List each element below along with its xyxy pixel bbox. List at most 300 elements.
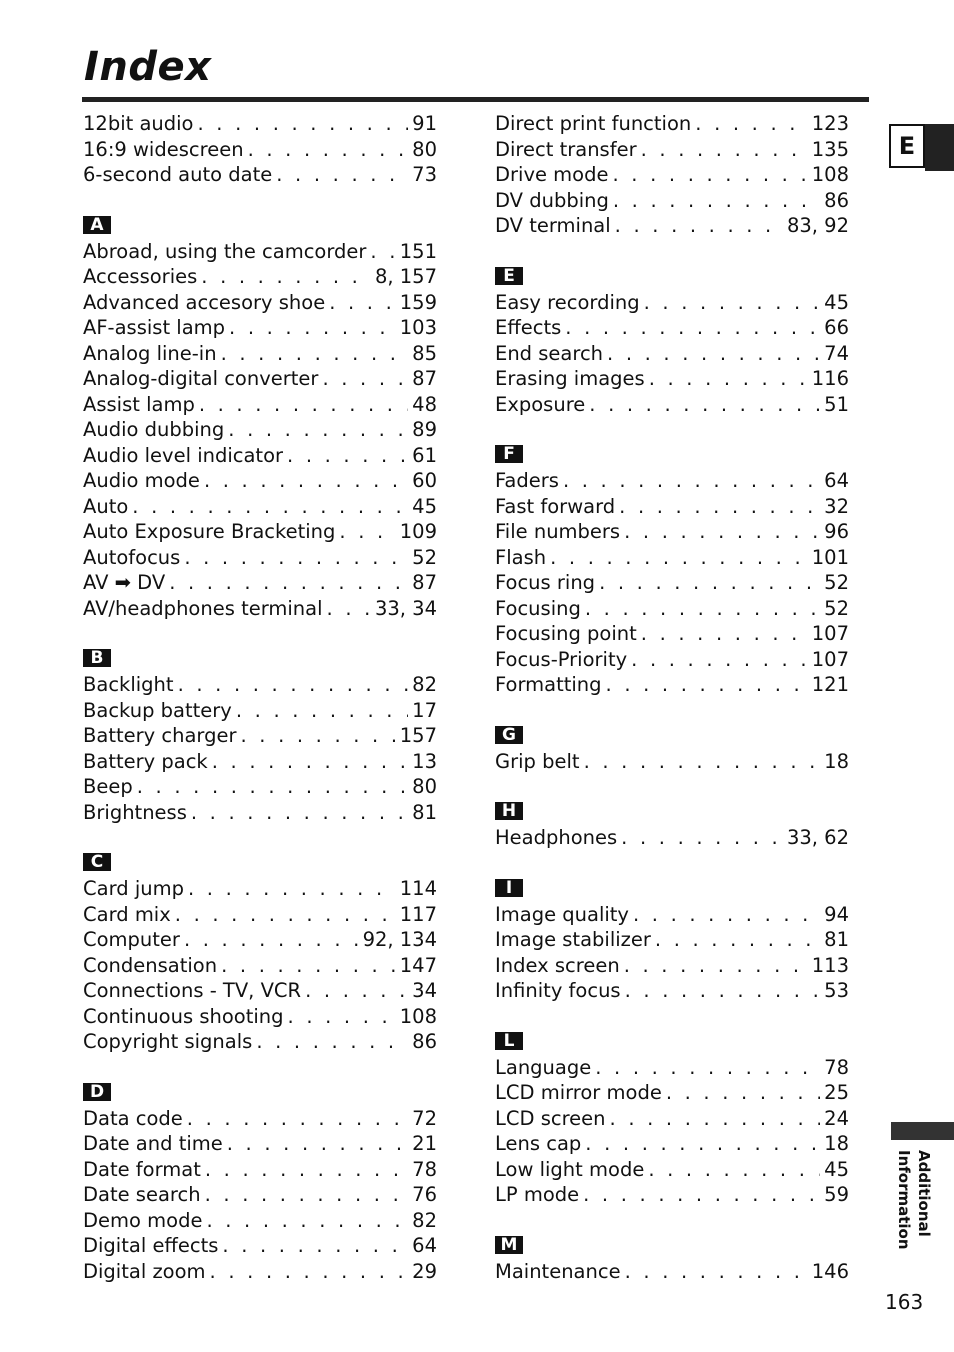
- leader-dots: [188, 876, 396, 902]
- index-entry: [495, 494, 849, 520]
- leader-dots: [370, 239, 395, 265]
- index-term: Focusing: [495, 596, 581, 620]
- section-tab-letter: E: [889, 124, 925, 168]
- index-section: [495, 724, 849, 775]
- index-page-ref: 61: [412, 443, 437, 467]
- index-entry: [495, 188, 849, 214]
- index-term: Battery pack: [83, 749, 208, 773]
- leader-dots: [339, 519, 395, 545]
- index-section: [495, 1234, 849, 1285]
- index-term: Fast forward: [495, 494, 616, 518]
- index-page-ref: 81: [412, 800, 437, 824]
- index-page-ref: 33, 62: [786, 826, 849, 849]
- index-page-ref: 121: [811, 673, 849, 696]
- index-section: [495, 443, 849, 698]
- section-letter: E: [495, 267, 523, 285]
- index-term: Low light mode: [495, 1157, 645, 1181]
- index-page-ref: 85: [412, 341, 437, 365]
- index-section: [495, 111, 849, 239]
- leader-dots: [641, 621, 808, 647]
- index-term: Faders: [495, 469, 559, 492]
- leader-dots: [649, 366, 808, 392]
- index-section: [83, 111, 437, 188]
- index-page-ref: 107: [811, 622, 849, 645]
- index-entry: [83, 672, 437, 698]
- index-page-ref: 76: [412, 1183, 437, 1206]
- index-section: [495, 265, 849, 418]
- index-section: [83, 647, 437, 825]
- leader-dots: [648, 1157, 820, 1183]
- index-entry: [83, 392, 437, 418]
- index-term: Copyright signals: [83, 1030, 253, 1053]
- index-term: Accessories: [83, 265, 198, 288]
- leader-dots: [212, 749, 408, 775]
- index-term: Backlight: [83, 673, 174, 696]
- chapter-label: [888, 1150, 936, 1260]
- index-term: Easy recording: [495, 290, 640, 314]
- index-term: Auto: [83, 494, 129, 518]
- index-term: Focusing point: [495, 622, 637, 645]
- page-title: Index: [84, 44, 212, 90]
- index-entry: [495, 1106, 849, 1132]
- index-entry: [495, 213, 849, 239]
- leader-dots: [619, 494, 820, 520]
- index-entry: [495, 162, 849, 188]
- index-page-ref: 64: [824, 469, 849, 492]
- leader-dots: [599, 570, 820, 596]
- index-page-ref: 72: [412, 1106, 437, 1130]
- index-term: AV/headphones terminal: [83, 596, 323, 620]
- index-page-ref: 107: [811, 647, 849, 671]
- index-page-ref: 18: [824, 1132, 849, 1155]
- chapter-label-line1: Additional: [915, 1150, 933, 1237]
- index-page-ref: 33, 34: [374, 596, 437, 620]
- index-page-ref: 92, 134: [362, 928, 437, 951]
- index-page-ref: 96: [824, 520, 849, 543]
- index-term: Direct transfer: [495, 137, 637, 161]
- index-page-ref: 59: [824, 1183, 849, 1206]
- index-entry: [83, 366, 437, 392]
- index-term: Analog line-in: [83, 341, 217, 365]
- index-entry: [495, 902, 849, 928]
- index-page-ref: 135: [811, 137, 849, 161]
- index-page-ref: 25: [824, 1081, 849, 1104]
- index-term: Drive mode: [495, 163, 609, 186]
- leader-dots: [276, 162, 408, 188]
- index-page-ref: 114: [399, 877, 437, 900]
- section-letter: I: [495, 879, 523, 897]
- leader-dots: [199, 392, 408, 418]
- index-entry: [83, 443, 437, 469]
- page-number: 163: [885, 1290, 924, 1314]
- leader-dots: [288, 1004, 396, 1030]
- index-entry: [83, 723, 437, 749]
- index-term: Battery charger: [83, 724, 237, 747]
- index-page-ref: 159: [399, 290, 437, 314]
- index-term: Index screen: [495, 953, 620, 977]
- index-page-ref: 45: [412, 494, 437, 518]
- index-term: Card jump: [83, 877, 184, 900]
- index-entry: [83, 1106, 437, 1132]
- index-entry: [495, 749, 849, 775]
- index-entry: [495, 137, 849, 163]
- index-page-ref: 13: [412, 749, 437, 773]
- index-entry: [83, 800, 437, 826]
- index-section: [83, 1081, 437, 1285]
- index-term: 6-second auto date: [83, 163, 273, 186]
- index-term: Direct print function: [495, 112, 692, 135]
- index-term: Date and time: [83, 1132, 223, 1155]
- index-entry: [83, 774, 437, 800]
- index-term: Infinity focus: [495, 979, 621, 1002]
- index-page-ref: 24: [824, 1106, 849, 1130]
- leader-dots: [585, 1131, 820, 1157]
- index-term: Beep: [83, 775, 133, 798]
- leader-dots: [633, 902, 820, 928]
- index-page-ref: 86: [824, 188, 849, 212]
- index-term: Grip belt: [495, 749, 580, 773]
- index-column-left: [83, 111, 437, 1284]
- index-entry: [495, 953, 849, 979]
- index-term: Brightness: [83, 800, 187, 824]
- index-page-ref: 101: [811, 545, 849, 569]
- leader-dots: [236, 698, 408, 724]
- index-page-ref: 94: [824, 902, 849, 926]
- index-page-ref: 52: [824, 571, 849, 594]
- index-term: LCD screen: [495, 1106, 606, 1130]
- index-term: Focus ring: [495, 571, 596, 594]
- leader-dots: [287, 443, 408, 469]
- index-entry: [83, 1259, 437, 1285]
- index-term: Date format: [83, 1157, 201, 1181]
- leader-dots: [607, 341, 820, 367]
- index-page-ref: 87: [412, 367, 437, 390]
- index-term: Computer: [83, 928, 180, 951]
- index-entry: [83, 341, 437, 367]
- leader-dots: [178, 672, 409, 698]
- leader-dots: [175, 902, 396, 928]
- index-term: Card mix: [83, 902, 171, 926]
- index-term: Abroad, using the camcorder: [83, 239, 367, 263]
- leader-dots: [191, 800, 408, 826]
- index-entry: [83, 570, 437, 596]
- index-entry: [495, 111, 849, 137]
- leader-dots: [624, 953, 808, 979]
- index-page-ref: 123: [811, 112, 849, 135]
- index-term: Auto Exposure Bracketing: [83, 520, 336, 543]
- index-entry: [83, 137, 437, 163]
- leader-dots: [585, 596, 820, 622]
- index-entry: [83, 1029, 437, 1055]
- index-entry: [83, 417, 437, 443]
- index-entry: [495, 1157, 849, 1183]
- leader-dots: [615, 213, 783, 239]
- index-term: Backup battery: [83, 698, 232, 722]
- index-entry: [83, 698, 437, 724]
- leader-dots: [695, 111, 808, 137]
- index-entry: [495, 1259, 849, 1285]
- section-letter: F: [495, 445, 523, 463]
- leader-dots: [550, 545, 808, 571]
- index-page-ref: 86: [412, 1030, 437, 1053]
- index-entry: [495, 927, 849, 953]
- leader-dots: [327, 596, 371, 622]
- leader-dots: [644, 290, 821, 316]
- index-page-ref: 73: [412, 163, 437, 186]
- index-term: Connections - TV, VCR: [83, 979, 302, 1002]
- index-term: LCD mirror mode: [495, 1081, 662, 1104]
- leader-dots: [606, 672, 808, 698]
- index-term: Data code: [83, 1106, 183, 1130]
- index-term: Demo mode: [83, 1208, 203, 1232]
- index-page-ref: 45: [824, 290, 849, 314]
- index-entry: [495, 825, 849, 851]
- index-term: Image stabilizer: [495, 928, 651, 951]
- leader-dots: [187, 1106, 408, 1132]
- leader-dots: [206, 1208, 408, 1234]
- leader-dots: [666, 1080, 820, 1106]
- index-page-ref: 78: [412, 1157, 437, 1181]
- index-entry: [83, 902, 437, 928]
- index-entry: [83, 111, 437, 137]
- leader-dots: [621, 825, 783, 851]
- index-term: Audio level indicator: [83, 443, 284, 467]
- index-page-ref: 21: [412, 1132, 437, 1155]
- index-section: [83, 851, 437, 1055]
- leader-dots: [613, 188, 820, 214]
- section-letter: B: [83, 649, 111, 667]
- index-entry: [83, 1004, 437, 1030]
- index-page-ref: 78: [824, 1055, 849, 1079]
- index-term: Headphones: [495, 826, 618, 849]
- index-page-ref: 116: [811, 367, 849, 390]
- index-term: Image quality: [495, 902, 629, 926]
- index-page-ref: 53: [824, 979, 849, 1002]
- index-column-right: [495, 111, 849, 1284]
- leader-dots: [322, 366, 408, 392]
- index-page-ref: 45: [824, 1157, 849, 1181]
- index-term: Condensation: [83, 953, 218, 977]
- leader-dots: [583, 1182, 820, 1208]
- index-term: Formatting: [495, 673, 602, 696]
- index-entry: [83, 978, 437, 1004]
- index-entry: [495, 1182, 849, 1208]
- index-entry: [495, 978, 849, 1004]
- index-page-ref: 80: [412, 775, 437, 798]
- index-section: [495, 1030, 849, 1208]
- index-page-ref: 81: [824, 928, 849, 951]
- leader-dots: [625, 1259, 808, 1285]
- index-page-ref: 146: [811, 1259, 849, 1283]
- index-term: LP mode: [495, 1183, 580, 1206]
- section-letter: L: [495, 1032, 523, 1050]
- index-term: Digital effects: [83, 1234, 219, 1257]
- section-letter: G: [495, 726, 523, 744]
- index-entry: [83, 264, 437, 290]
- leader-dots: [584, 749, 821, 775]
- leader-dots: [589, 392, 820, 418]
- index-page-ref: 18: [824, 749, 849, 773]
- index-entry: [495, 545, 849, 571]
- index-page-ref: 52: [824, 596, 849, 620]
- index-term: AF-assist lamp: [83, 316, 226, 339]
- leader-dots: [610, 1106, 821, 1132]
- index-page-ref: 64: [412, 1234, 437, 1257]
- index-entry: [83, 162, 437, 188]
- leader-dots: [641, 137, 808, 163]
- leader-dots: [227, 1131, 408, 1157]
- index-page-ref: 109: [399, 520, 437, 543]
- index-term: Exposure: [495, 392, 586, 416]
- leader-dots: [563, 468, 820, 494]
- index-entry: [83, 290, 437, 316]
- leader-dots: [631, 647, 808, 673]
- index-term: Date search: [83, 1183, 201, 1206]
- index-term: Advanced accesory shoe: [83, 290, 326, 314]
- index-page-ref: 103: [399, 316, 437, 339]
- index-entry: [495, 1055, 849, 1081]
- leader-dots: [137, 774, 408, 800]
- index-page-ref: 74: [824, 341, 849, 365]
- title-rule: [82, 97, 869, 102]
- leader-dots: [229, 315, 396, 341]
- index-term: DV dubbing: [495, 188, 609, 212]
- leader-dots: [169, 570, 408, 596]
- section-letter: H: [495, 802, 523, 820]
- section-tab-block: [925, 124, 954, 171]
- index-page-ref: 8, 157: [374, 265, 437, 288]
- section-letter: A: [83, 216, 111, 234]
- index-entry: [495, 392, 849, 418]
- index-term: End search: [495, 341, 604, 365]
- index-term: Analog-digital converter: [83, 367, 319, 390]
- index-term: 12bit audio: [83, 112, 194, 135]
- leader-dots: [624, 519, 820, 545]
- index-page-ref: 147: [399, 953, 437, 977]
- index-entry: [83, 1131, 437, 1157]
- index-entry: [495, 621, 849, 647]
- section-letter: D: [83, 1083, 111, 1101]
- index-page-ref: 17: [412, 698, 437, 722]
- index-entry: [495, 519, 849, 545]
- index-entry: [495, 1080, 849, 1106]
- index-page-ref: 52: [412, 545, 437, 569]
- section-letter: C: [83, 853, 111, 871]
- index-page-ref: 157: [399, 724, 437, 747]
- leader-dots: [221, 341, 409, 367]
- leader-dots: [655, 927, 820, 953]
- index-entry: [495, 290, 849, 316]
- leader-dots: [248, 137, 409, 163]
- index-page-ref: 87: [412, 571, 437, 594]
- index-entry: [83, 239, 437, 265]
- index-entry: [83, 1233, 437, 1259]
- index-page-ref: 83, 92: [786, 214, 849, 237]
- leader-dots: [565, 315, 820, 341]
- leader-dots: [210, 1259, 409, 1285]
- leader-dots: [228, 417, 408, 443]
- index-entry: [83, 519, 437, 545]
- index-page-ref: 113: [811, 953, 849, 977]
- index-page-ref: 108: [399, 1004, 437, 1028]
- index-term: 16:9 widescreen: [83, 137, 244, 161]
- leader-dots: [256, 1029, 408, 1055]
- index-term: Autofocus: [83, 545, 181, 569]
- index-term: Language: [495, 1055, 592, 1079]
- index-term: Digital zoom: [83, 1259, 206, 1283]
- index-entry: [83, 468, 437, 494]
- chapter-tab-bar: [891, 1122, 954, 1140]
- index-page-ref: 32: [824, 494, 849, 518]
- index-term: Effects: [495, 316, 562, 339]
- index-page-ref: 82: [412, 1208, 437, 1232]
- chapter-label-line2: Information: [895, 1150, 913, 1250]
- leader-dots: [595, 1055, 820, 1081]
- index-term: File numbers: [495, 520, 621, 543]
- index-entry: [495, 315, 849, 341]
- leader-dots: [205, 1182, 409, 1208]
- index-term: Lens cap: [495, 1132, 582, 1155]
- index-term: DV terminal: [495, 214, 611, 237]
- leader-dots: [221, 953, 396, 979]
- index-page-ref: 60: [412, 469, 437, 492]
- leader-dots: [329, 290, 396, 316]
- leader-dots: [184, 927, 359, 953]
- index-entry: [83, 1157, 437, 1183]
- index-page-ref: 66: [824, 316, 849, 339]
- index-term: Erasing images: [495, 367, 645, 390]
- leader-dots: [205, 1157, 408, 1183]
- leader-dots: [240, 723, 395, 749]
- index-section: [495, 800, 849, 851]
- index-term: Flash: [495, 545, 547, 569]
- index-page-ref: 34: [412, 979, 437, 1002]
- index-term: Audio dubbing: [83, 418, 225, 441]
- index-entry: [83, 927, 437, 953]
- index-page-ref: 82: [412, 673, 437, 696]
- leader-dots: [204, 468, 408, 494]
- index-entry: [495, 570, 849, 596]
- leader-dots: [198, 111, 409, 137]
- index-term: Audio mode: [83, 469, 200, 492]
- index-entry: [495, 341, 849, 367]
- index-section: [495, 877, 849, 1004]
- leader-dots: [625, 978, 821, 1004]
- index-page-ref: 29: [412, 1259, 437, 1283]
- index-entry: [495, 647, 849, 673]
- leader-dots: [201, 264, 371, 290]
- leader-dots: [132, 494, 408, 520]
- index-entry: [83, 1208, 437, 1234]
- section-letter: M: [495, 1236, 523, 1254]
- index-entry: [83, 545, 437, 571]
- index-page-ref: 80: [412, 137, 437, 161]
- index-term: AV ➡ DV: [83, 571, 166, 594]
- index-term: Maintenance: [495, 1259, 621, 1283]
- index-term: Continuous shooting: [83, 1004, 284, 1028]
- index-entry: [495, 468, 849, 494]
- index-entry: [83, 494, 437, 520]
- index-entry: [495, 366, 849, 392]
- index-entry: [83, 876, 437, 902]
- index-page-ref: 151: [399, 239, 437, 263]
- index-term: Focus-Priority: [495, 647, 628, 671]
- index-page-ref: 91: [412, 112, 437, 135]
- index-page-ref: 51: [824, 392, 849, 416]
- index-entry: [83, 315, 437, 341]
- index-page-ref: 108: [811, 163, 849, 186]
- index-page-ref: 117: [399, 902, 437, 926]
